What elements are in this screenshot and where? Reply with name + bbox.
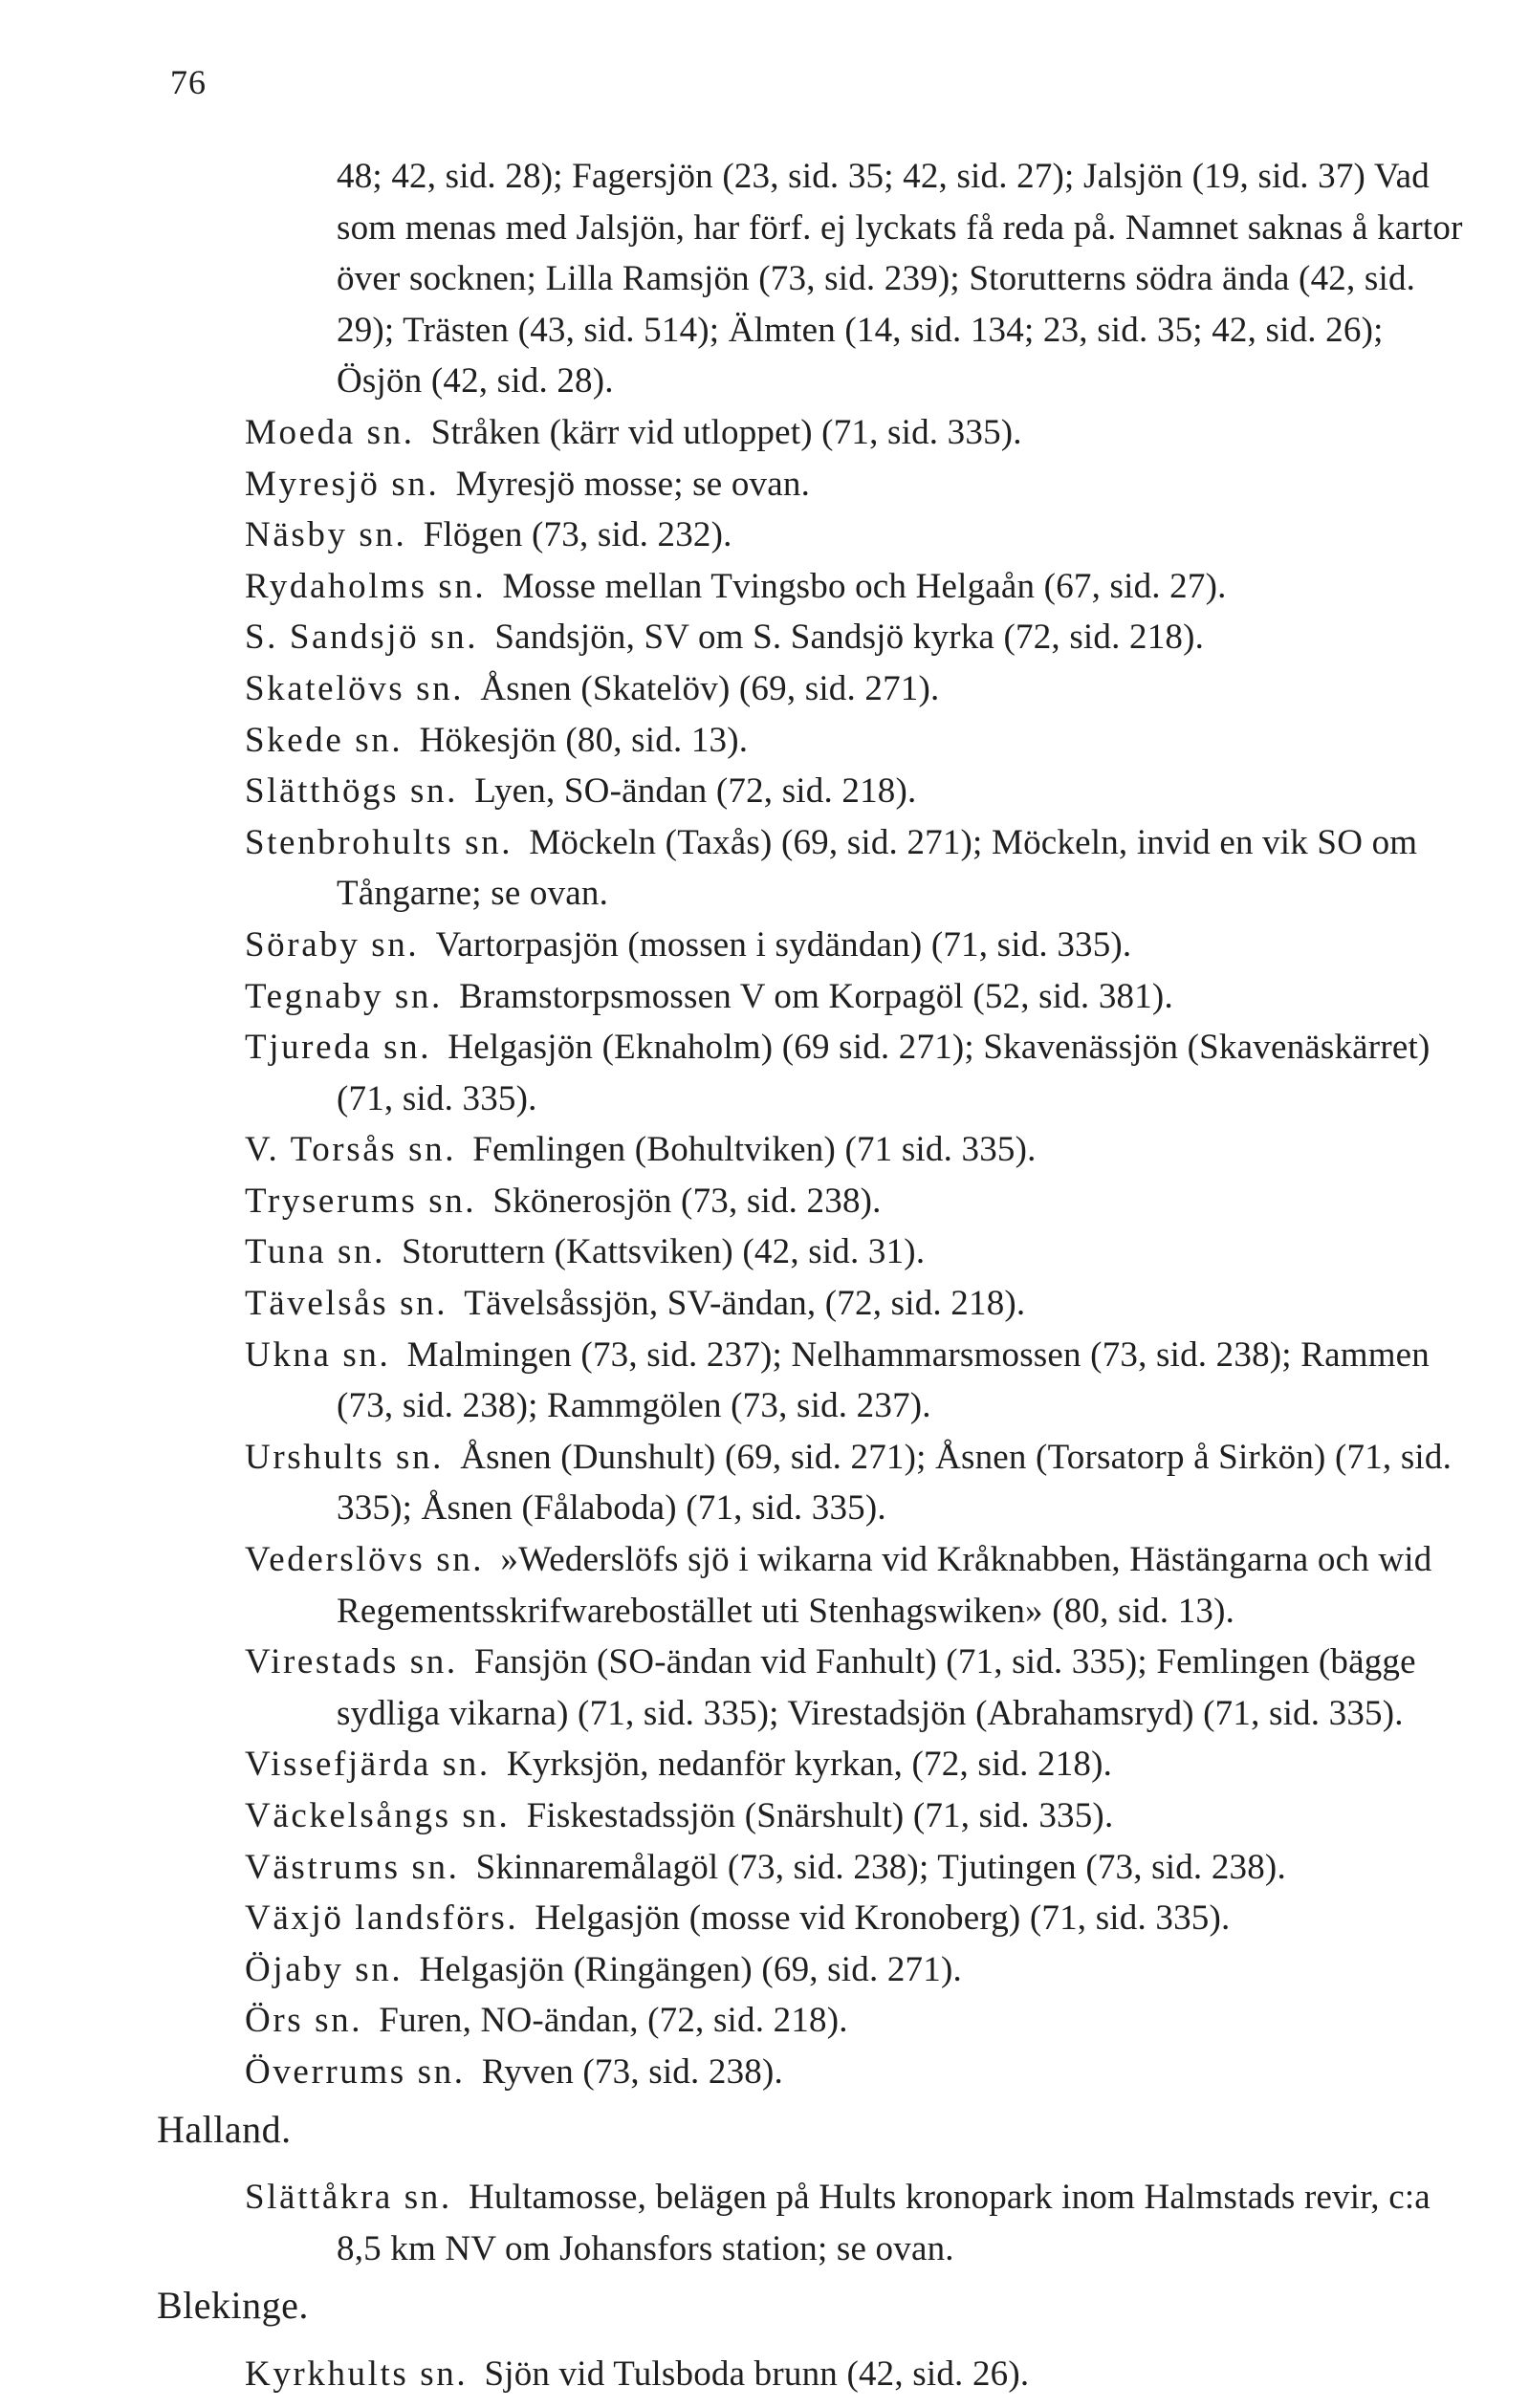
entry [0,612,1471,663]
entry [0,971,1471,1023]
entry-text: Tävelsåssjön, SV-ändan, (72, sid. 218). [464,1284,1026,1324]
entry-text: Stråken (kärr vid utloppet) (71, sid. 335). [430,412,1022,452]
region-heading-blekinge: Blekinge. [157,2284,309,2328]
entry [0,2047,1471,2098]
entry [0,1176,1471,1227]
entry-list-smaland [0,151,1529,2098]
entry-text: Mosse mellan Tvingsbo och Helgaån (67, sid. 27). [502,566,1227,606]
entry-text: Lyen, SO-ändan (72, sid. 218). [474,771,917,812]
entry [0,1637,1471,1739]
entry-text: Bramstorpsmossen V om Korpagöl (52, sid. 381). [459,976,1173,1016]
parish-name: Urshults sn. [245,1437,444,1477]
entry-list-halland [0,2172,1529,2274]
entry [0,1995,1471,2047]
entry [0,1739,1471,1790]
entry-text: Storuttern (Kattsviken) (42, sid. 31). [402,1232,926,1272]
entry [0,1022,1471,1124]
entry-text: Hultamosse, belägen på Hults kronopark inom Halmstads revir, c:a 8,5 km NV om Johansfors station; se ovan. [337,2178,1431,2268]
page-content [0,151,1529,2400]
parish-name: Näsby sn. [245,515,407,555]
entry [0,920,1471,971]
parish-name: Virestads sn. [245,1642,458,1682]
entry-text: Åsnen (Dunshult) (69, sid. 271); Åsnen (Torsatorp å Sirkön) (71, sid. 335); Åsnen (Fålaboda) (71, sid. 335). [337,1437,1453,1529]
entry [0,715,1471,767]
entry [0,2172,1471,2274]
parish-name: V. Torsås sn. [245,1130,457,1170]
entry [0,817,1471,920]
entry-text: Skinnaremålagöl (73, sid. 238); Tjutingen (73, sid. 238). [475,1847,1286,1887]
entry [0,1124,1471,1176]
entry-text: Åsnen (Skatelöv) (69, sid. 271). [480,668,940,708]
entry [0,1226,1471,1278]
parish-name: Vederslövs sn. [245,1540,485,1580]
parish-name: Stenbrohults sn. [245,822,513,862]
entry-text: Vartorpasjön (mossen i sydändan) (71, sid. 335). [435,924,1132,965]
parish-name: Växjö landsförs. [245,1898,519,1939]
entry-text: Helgasjön (Eknaholm) (69 sid. 271); Skavenässjön (Skavenäskärret) (71, sid. 335). [337,1028,1431,1118]
parish-name: Tjureda sn. [245,1028,432,1068]
entry-text: Kyrksjön, nedanför kyrkan, (72, sid. 218). [506,1745,1113,1785]
parish-name: Myresjö sn. [245,464,440,504]
entry [0,459,1471,510]
entry-text: Fansjön (SO-ändan vid Fanhult) (71, sid. 335); Femlingen (bägge sydliga vikarna) (71, sid. 335); Virestadsjön (Abrahamsryd) (71, sid. 335). [337,1642,1416,1733]
parish-name: Söraby sn. [245,924,420,965]
parish-name: Skatelövs sn. [245,668,465,708]
parish-name: Tuna sn. [245,1232,385,1272]
parish-name: Västrums sn. [245,1847,460,1887]
entry [0,1790,1471,1842]
entry-text: Malmingen (73, sid. 237); Nelhammarsmossen (73, sid. 238); Rammen (73, sid. 238); Rammgölen (73, sid. 237). [337,1334,1431,1426]
parish-name: Slättåkra sn. [245,2178,452,2218]
entry [0,1432,1471,1534]
entry-list-blekinge [0,2349,1529,2400]
entry-text: Helgasjön (Ringängen) (69, sid. 271). [419,1949,962,1989]
parish-name: Vissefjärda sn. [245,1745,491,1785]
entry [0,1842,1471,1894]
parish-name: Öjaby sn. [245,1949,404,1989]
page-number: 76 [170,63,207,101]
entry-text: Myresjö mosse; se ovan. [455,464,811,504]
parish-name: Tävelsås sn. [245,1284,448,1324]
entry-text: Ryven (73, sid. 238). [481,2051,783,2092]
region-heading-halland: Halland. [157,2107,292,2151]
entry [0,561,1471,613]
parish-name: S. Sandsjö sn. [245,618,479,658]
entry [0,1534,1471,1637]
entry-text: Furen, NO-ändan, (72, sid. 218). [379,2001,848,2041]
entry-text: Skönerosjön (73, sid. 238). [492,1181,882,1221]
entry-continuation [0,151,1471,407]
entry [0,510,1471,561]
entry-text: Sjön vid Tulsboda brunn (42, sid. 26). [484,2354,1030,2394]
parish-name: Kyrkhults sn. [245,2354,469,2394]
entry-text: »Wederslöfs sjö i wikarna vid Kråknabben, Hästängarna och wid Regementsskrifwarebostället uti Stenhagswiken» (80, sid. 13). [337,1540,1432,1631]
entry-text: Femlingen (Bohultviken) (71 sid. 335). [472,1130,1037,1170]
entry [0,1893,1471,1944]
entry-text: 48; 42, sid. 28); Fagersjön (23, sid. 35; 42, sid. 27); Jalsjön (19, sid. 37) Vad som menas med Jalsjön, har förf. ej lyckats få reda på. Namnet saknas å kartor över socknen; Lilla Ramsjön (73, sid. 239); Storutterns södra ända (42, sid. 29); Trästen (43, sid. 514); Älmten (14, sid. 134; 23, sid. 35; 42, sid. 26); Ösjön (42, sid. 28). [337,157,1463,401]
entry [0,1278,1471,1330]
entry [0,407,1471,459]
entry [0,663,1471,715]
entry-text: Flögen (73, sid. 232). [423,515,732,555]
entry [0,2349,1471,2400]
parish-name: Slätthögs sn. [245,771,458,812]
entry-text: Fiskestadssjön (Snärshult) (71, sid. 335). [526,1796,1114,1835]
parish-name: Ukna sn. [245,1334,391,1375]
parish-name: Örs sn. [245,2001,363,2041]
entry-text: Helgasjön (mosse vid Kronoberg) (71, sid. 335). [535,1898,1231,1939]
entry [0,766,1471,817]
entry-text: Möckeln (Taxås) (69, sid. 271); Möckeln, invid en vik SO om Tångarne; se ovan. [337,822,1418,914]
entry-text: Hökesjön (80, sid. 13). [419,720,749,760]
parish-name: Moeda sn. [245,412,415,452]
parish-name: Tegnaby sn. [245,976,443,1016]
parish-name: Överrums sn. [245,2051,466,2092]
parish-name: Väckelsångs sn. [245,1796,511,1835]
parish-name: Skede sn. [245,720,404,760]
entry [0,1330,1471,1432]
entry-text: Sandsjön, SV om S. Sandsjö kyrka (72, sid. 218). [494,618,1205,658]
entry [0,1944,1471,1996]
parish-name: Tryserums sn. [245,1181,477,1221]
parish-name: Rydaholms sn. [245,566,487,606]
